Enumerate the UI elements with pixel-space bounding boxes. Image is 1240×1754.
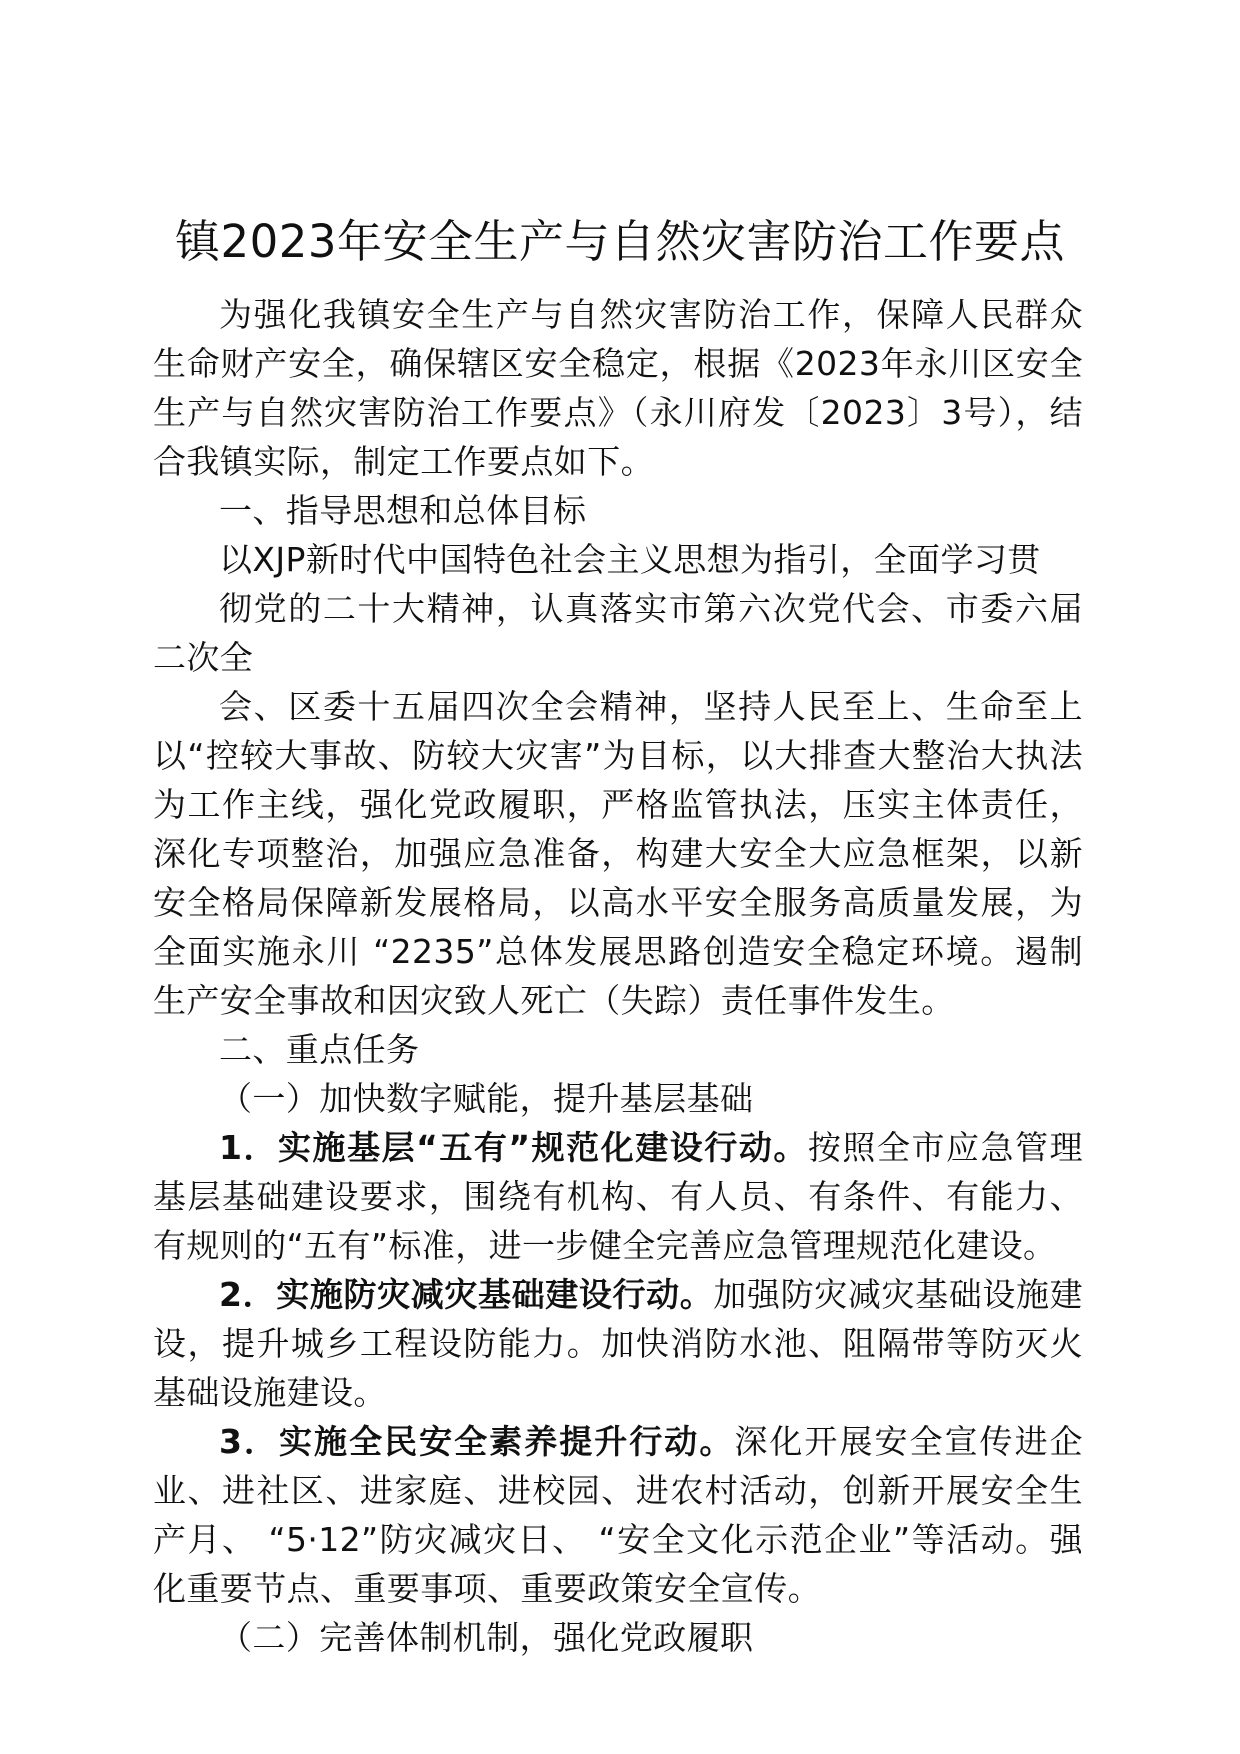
guiding-thought-line-1: 以XJP新时代中国特色社会主义思想为指引，全面学习贯: [219, 540, 1041, 579]
task-item-2: [153, 1270, 1083, 1417]
intro-paragraph: 为强化我镇安全生产与自然灾害防治工作，保障人民群众生命财产安全，确保辖区安全稳定，根据《2023年永川区安全生产与自然灾害防治工作要点》（永川府发〔2023〕3号），结合我镇实际，制定工作要点如下。: [153, 295, 1083, 481]
section-heading-2: 二、重点任务: [219, 1030, 420, 1069]
task-item-3-text: 深化开展安全宣传进企业、进社区、进家庭、进校园、进农村活动，创新开展安全生产月、 “5·12”防灾减灾日、 “安全文化示范企业”等活动。强化重要节点、重要事项、重要政策安全宣传。: [153, 1422, 1083, 1608]
task-item-2-text: 加强防灾减灾基础设施建设，提升城乡工程设防能力。加快消防水池、阻隔带等防灭火基础设施建设。: [153, 1275, 1083, 1412]
task-item-3: [153, 1417, 1083, 1613]
subsection-heading-1: （一）加快数字赋能，提升基层基础: [219, 1079, 754, 1118]
document-title: 镇2023年安全生产与自然灾害防治工作要点: [174, 215, 1066, 268]
guiding-thought-paragraph: 会、区委十五届四次全会精神，坚持人民至上、生命至上以“控较大事故、防较大灾害”为目标，以大排查大整治大执法为工作主线，强化党政履职，严格监管执法，压实主体责任，深化专项整治，加强应急准备，构建大安全大应急框架，以新安全格局保障新发展格局，以高水平安全服务高质量发展，为全面实施永川 “2235”总体发展思路创造安全稳定环境。遏制生产安全事故和因灾致人死亡（失踪）责任事件发生。: [153, 687, 1083, 1020]
subsection-heading-2: （二）完善体制机制，强化党政履职: [219, 1618, 754, 1657]
task-item-3-lead: 3．实施全民安全素养提升行动。: [219, 1422, 735, 1461]
guiding-thought-line-2: 彻党的二十大精神，认真落实市第六次党代会、市委六届二次全: [153, 589, 1083, 677]
task-item-2-lead: 2．实施防灾减灾基础建设行动。: [219, 1275, 714, 1314]
task-item-1-text: 按照全市应急管理基层基础建设要求，围绕有机构、有人员、有条件、有能力、有规则的“五有”标准，进一步健全完善应急管理规范化建设。: [153, 1128, 1084, 1265]
task-item-1: [153, 1123, 1083, 1270]
document-body: [153, 290, 1083, 1662]
task-item-1-lead: 1．实施基层“五有”规范化建设行动。: [219, 1128, 808, 1167]
section-heading-1: 一、指导思想和总体目标: [219, 491, 587, 530]
